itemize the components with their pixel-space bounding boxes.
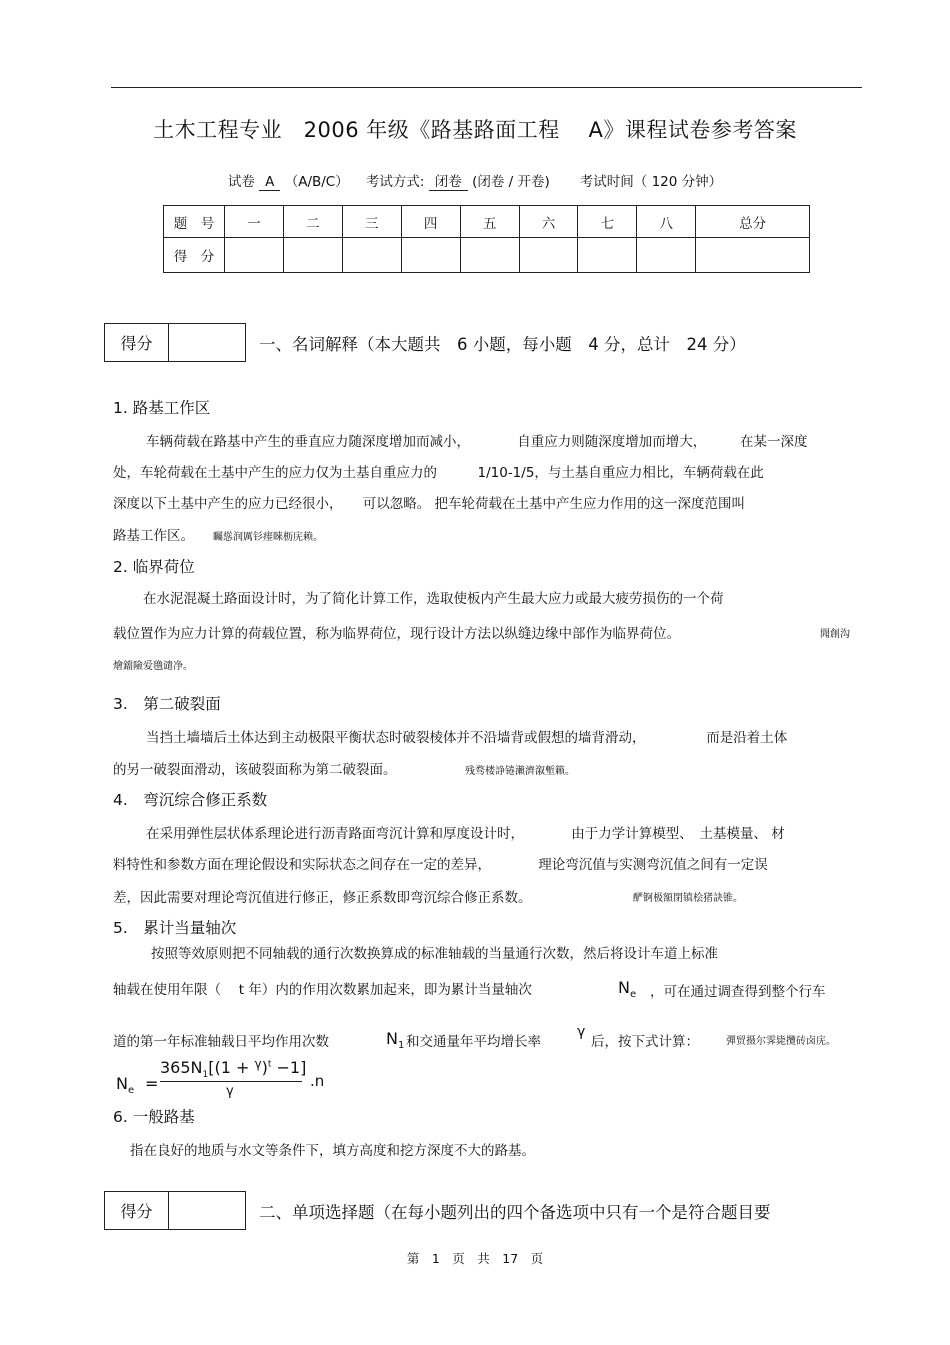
ne-symbol <box>618 978 636 1000</box>
formula-num-a: 365N <box>160 1058 203 1077</box>
score-table-header: 一 <box>225 206 284 238</box>
formula-num-c: ) <box>261 1058 268 1077</box>
score-cell <box>342 238 401 273</box>
page-footer: 第 1 页 共 17 页 <box>406 1251 544 1266</box>
exam-time: 考试时间（ 120 分钟） <box>579 174 723 190</box>
n1-letter: N <box>386 1029 398 1048</box>
item4-heading: 4. 弯沉综合修正系数 <box>113 791 268 809</box>
formula-tail: .n <box>310 1072 325 1090</box>
score-cell <box>637 238 696 273</box>
formula-num-sub: 1 <box>202 1070 209 1081</box>
n1-subscript: 1 <box>397 1040 405 1052</box>
item4-noise: 酽锕极額閉镇桧猪訣锥。 <box>633 893 743 904</box>
item5-line3b: 和交通量年平均增长率 <box>406 1034 541 1050</box>
item6-line1: 指在良好的地质与水文等条件下，填方高度和挖方深度不大的路基。 <box>130 1143 535 1159</box>
exam-mode-options: (闭卷 / 开卷) <box>472 174 550 190</box>
item4-line3: 差，因此需要对理论弯沉值进行修正，修正系数即弯沉综合修正系数。 <box>113 890 532 906</box>
formula-num-d: −1] <box>276 1058 307 1077</box>
page-title: 土木工程专业 2006 年级《路基路面工程 A》课程试卷参考答案 <box>153 118 797 142</box>
item4-line1: 在采用弹性层状体系理论进行沥青路面弯沉计算和厚度设计时， 由于力学计算模型、 土基模量、 材 <box>146 826 785 842</box>
score-table-header: 八 <box>637 206 696 238</box>
item2-heading: 2. 临界荷位 <box>113 558 195 576</box>
item4-line2: 料特性和参数方面在理论假设和实际状态之间存在一定的差异， 理论弯沉值与实测弯沉值之间有一定误 <box>113 857 768 873</box>
item1-line1: 车辆荷载在路基中产生的垂直应力随深度增加而减小， 自重应力则随深度增加而增大， 在某一深度 <box>146 434 808 450</box>
section2-title: 二、单项选择题（在每小题列出的四个备选项中只有一个是符合题目要 <box>259 1203 771 1222</box>
score-table-header: 五 <box>460 206 519 238</box>
score-cell <box>696 238 810 273</box>
top-rule <box>111 87 862 88</box>
score-table-header: 七 <box>578 206 637 238</box>
item2-line1: 在水泥混凝土路面设计时，为了简化计算工作，选取使板内产生最大应力或最大疲劳损伤的一个荷 <box>143 591 724 607</box>
formula-lhs <box>116 1074 134 1096</box>
score-cell <box>519 238 578 273</box>
paper-types: （A/B/C） <box>284 174 349 190</box>
item1-heading: 1. 路基工作区 <box>113 399 211 417</box>
item3-line2: 的另一破裂面滑动，该破裂面称为第二破裂面。 <box>113 762 397 778</box>
item2-line2: 载位置作为应力计算的荷载位置，称为临界荷位，现行设计方法以纵缝边缘中部作为临界荷位。 <box>113 626 680 642</box>
formula-equals: = <box>145 1074 159 1093</box>
item5-line3a: 道的第一年标准轴载日平均作用次数 <box>113 1034 329 1050</box>
score-table-header: 四 <box>401 206 460 238</box>
formula-numerator <box>160 1058 306 1080</box>
gamma-symbol: γ <box>577 1024 586 1040</box>
item1-noise: 矚慫润厲钐瘗睞枥庑赖。 <box>213 532 323 543</box>
item5-line1: 按照等效原则把不同轴载的通行次数换算成的标准轴载的当量通行次数，然后将设计车道上标准 <box>151 946 718 962</box>
item6-heading: 6. 一般路基 <box>113 1108 195 1126</box>
exam-info-line <box>0 170 950 191</box>
section1-title: 一、名词解释（本大题共 6 小题，每小题 4 分，总计 24 分） <box>259 335 746 354</box>
item5-line3c: 后，按下式计算： <box>591 1034 699 1050</box>
formula-num-gamma: γ <box>254 1057 262 1071</box>
formula-lhs-subscript: e <box>127 1085 135 1097</box>
item5-line2b: ，可在通过调查得到整个行车 <box>650 984 826 1000</box>
score-cell <box>460 238 519 273</box>
section2-score-box <box>104 1191 246 1230</box>
formula-lhs-letter: N <box>116 1074 128 1093</box>
score-cell <box>225 238 284 273</box>
item1-line3: 深度以下土基中产生的应力已经很小， 可以忽略。 把车轮荷载在土基中产生应力作用的这一深度范围叫 <box>113 496 746 512</box>
exam-mode-label: 考试方式: <box>365 174 425 190</box>
item3-line1: 当挡土墙墙后土体达到主动极限平衡状态时破裂棱体并不沿墙背或假想的墙背滑动， 而是沿着土体 <box>146 730 788 746</box>
formula-num-b: [(1 + <box>208 1058 250 1077</box>
score-table-header: 题 号 <box>164 206 225 238</box>
item1-line4: 路基工作区。 <box>113 528 194 544</box>
item2-noise-a: 聞創沟 <box>820 629 850 640</box>
item5-line2: 轴载在使用年限（ t 年）内的作用次数累加起来，即为累计当量轴次 <box>113 982 532 998</box>
item5-noise: 彈贸摄尔霁毙攬砖卤庑。 <box>726 1036 836 1047</box>
score-row-label: 得 分 <box>164 238 225 273</box>
section1-score-label: 得分 <box>105 324 169 361</box>
item2-noise-b: 燴鐺險爱氇谴净。 <box>113 661 193 672</box>
item3-heading: 3. 第二破裂面 <box>113 695 221 713</box>
section2-score-label: 得分 <box>105 1192 169 1229</box>
score-cell <box>283 238 342 273</box>
ne-letter: N <box>618 978 630 997</box>
item3-noise: 残骛楼諍锩瀨濟溆塹籟。 <box>465 766 575 777</box>
formula-fraction-bar <box>160 1081 302 1082</box>
paper-label: 试卷 <box>227 174 255 190</box>
score-table-header: 总分 <box>696 206 810 238</box>
section1-score-box <box>104 323 246 362</box>
exam-mode-value: 闭卷 <box>429 170 468 191</box>
ne-subscript: e <box>629 989 637 1001</box>
score-table-header: 二 <box>283 206 342 238</box>
score-table <box>163 205 810 273</box>
item5-heading: 5. 累计当量轴次 <box>113 919 237 937</box>
score-cell <box>401 238 460 273</box>
score-table-score-row <box>164 238 810 273</box>
item1-line2: 处，车轮荷载在土基中产生的应力仅为土基自重应力的 1/10-1/5，与土基自重应力相比，车辆荷载在此 <box>113 465 764 481</box>
score-table-header: 六 <box>519 206 578 238</box>
paper-value: A <box>259 174 280 191</box>
n1-symbol <box>386 1029 404 1051</box>
formula-num-exp: t <box>267 1059 272 1070</box>
score-table-header-row <box>164 206 810 238</box>
score-cell <box>578 238 637 273</box>
score-table-header: 三 <box>342 206 401 238</box>
formula-denominator: γ <box>226 1084 234 1099</box>
